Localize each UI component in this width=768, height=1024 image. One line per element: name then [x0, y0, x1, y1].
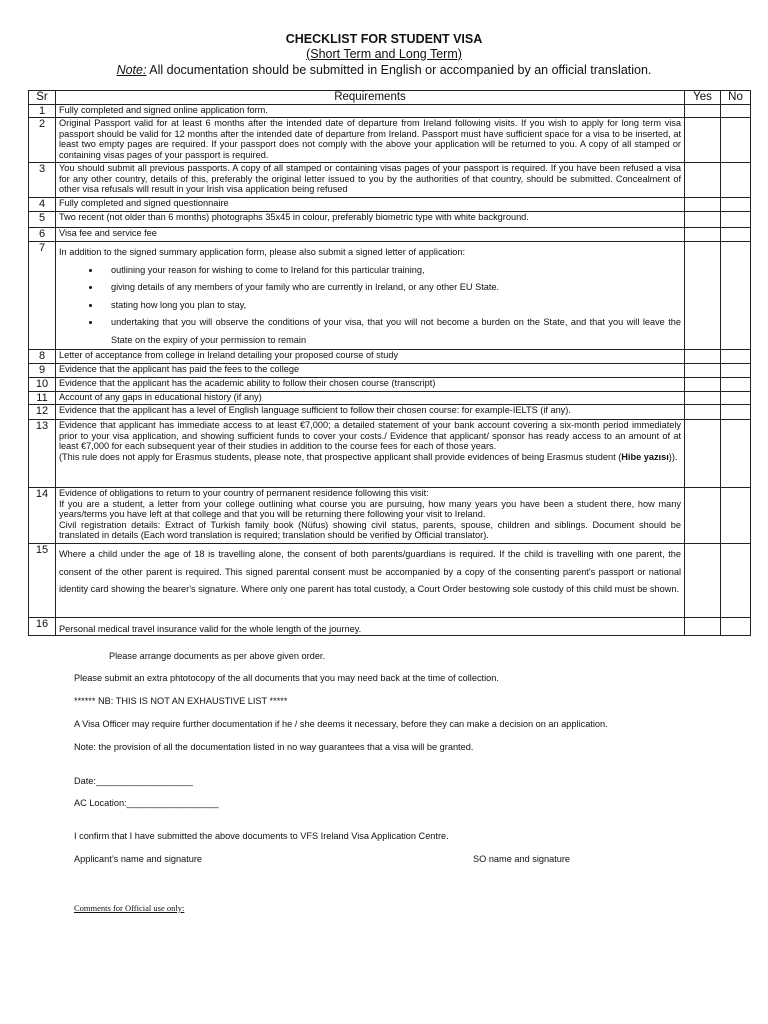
- table-row: [29, 618, 751, 636]
- list-item: • stating how long you plan to stay,: [101, 297, 681, 315]
- yes-checkbox-cell[interactable]: [685, 618, 721, 636]
- applicant-signature-label: Applicant’s name and signature: [74, 854, 203, 864]
- erasmus-text: (This rule does not apply for Erasmus students, please note, that prospective applicant shall provide evidences of being Erasmus student (: [59, 451, 622, 462]
- no-checkbox-cell[interactable]: [721, 618, 751, 636]
- table-header-row: [29, 91, 751, 105]
- erasmus-exception-text: [59, 452, 681, 463]
- row-requirement: [56, 242, 685, 350]
- table-row: [29, 378, 751, 392]
- row-number: 11: [29, 392, 56, 405]
- no-checkbox-cell[interactable]: [721, 405, 751, 420]
- table-row: [29, 228, 751, 242]
- no-checkbox-cell[interactable]: [721, 350, 751, 364]
- table-row: [29, 488, 751, 544]
- table-row: [29, 118, 751, 163]
- row-requirement: Visa fee and service fee: [56, 228, 685, 242]
- arrange-order-text: Please arrange documents as per above given order.: [109, 651, 326, 661]
- so-signature-label: SO name and signature: [473, 854, 571, 864]
- not-exhaustive-text: ****** NB: THIS IS NOT AN EXHAUSTIVE LIST *****: [74, 696, 288, 706]
- civil-registration-text: Civil registration details: Extract of Turkish family book (Nüfus) showing civil status, parents, spouse, children and siblings. Document should be translated in details (Each word translation is required; translation should be verified by Official translator).: [59, 519, 681, 541]
- return-obligation-text: Evidence of obligations to return to your country of permanent residence following this visit:: [59, 488, 429, 498]
- note-text: All documentation should be submitted in English or accompanied by an official translation.: [146, 63, 652, 77]
- hibe-yazisi-text: Hibe yazısı: [621, 451, 669, 462]
- yes-checkbox-cell[interactable]: [685, 378, 721, 392]
- row-number: 9: [29, 364, 56, 378]
- row-requirement: Evidence that the applicant has paid the fees to the college: [56, 364, 685, 378]
- translation-note: [0, 62, 768, 78]
- row-requirement: Fully completed and signed online application form.: [56, 105, 685, 118]
- row-number: 6: [29, 228, 56, 242]
- header-yes: Yes: [685, 91, 721, 105]
- list-item: • giving details of any members of your family who are currently in Ireland, or any other EU State.: [101, 279, 681, 297]
- official-comments-label: Comments for Official use only:: [74, 903, 185, 913]
- row-number: 1: [29, 105, 56, 118]
- row-number: 4: [29, 198, 56, 212]
- yes-checkbox-cell[interactable]: [685, 392, 721, 405]
- no-checkbox-cell[interactable]: [721, 228, 751, 242]
- table-row: [29, 544, 751, 618]
- row-number: 10: [29, 378, 56, 392]
- confirmation-text: I confirm that I have submitted the above documents to VFS Ireland Visa Application Centre.: [74, 831, 449, 841]
- row-requirement: Where a child under the age of 18 is travelling alone, the consent of both parents/guardians is required. If the child is travelling with one parent, the consent of the other parent is required. This signed parental consent must be accompanied by a copy of the consenting parent's passport or national identity card showing the bearer's signature. Where only one parent has total custody, a Court Order bestowing sole custody of this child must be shown.: [56, 544, 685, 618]
- college-letter-text: If you are a student, a letter from your college outlining what course you are pursuing, how many years you have been a student there, how many years/terms you have left at that college and that you will be returning there following your visit to Ireland.: [59, 498, 681, 520]
- note-label: Note:: [116, 63, 147, 77]
- row-requirement: [56, 488, 685, 544]
- no-checkbox-cell[interactable]: [721, 378, 751, 392]
- document-header: [0, 32, 768, 78]
- row-requirement: Personal medical travel insurance valid for the whole length of the journey.: [56, 618, 685, 636]
- no-checkbox-cell[interactable]: [721, 163, 751, 198]
- row-number: 2: [29, 118, 56, 163]
- provision-note-text: Note: the provision of all the documentation listed in no way guarantees that a visa will be granted.: [74, 742, 474, 752]
- row-requirement: Original Passport valid for at least 6 months after the intended date of departure from Ireland following visits. If you wish to apply for long term visa passport should be valid for 12 months after the intended date of departure from Ireland. Passport must have sufficient space for a visa to be inserted, at least two empty pages are required. If your passport does not comply with the above your application will be returned to you. A copy of all stamped or containing visas pages of your passport is required.: [56, 118, 685, 163]
- no-checkbox-cell[interactable]: [721, 420, 751, 488]
- row-number: 8: [29, 350, 56, 364]
- list-item: • outlining your reason for wishing to come to Ireland for this particular training,: [101, 262, 681, 280]
- row-number: 3: [29, 163, 56, 198]
- yes-checkbox-cell[interactable]: [685, 420, 721, 488]
- table-row: [29, 212, 751, 228]
- list-item: • undertaking that you will observe the conditions of your visa, that you will not become a burden on the State, and that you will leave the State on the expiry of your permission to remain: [101, 314, 681, 349]
- header-requirements: Requirements: [56, 91, 685, 105]
- yes-checkbox-cell[interactable]: [685, 488, 721, 544]
- date-field[interactable]: Date:___________________: [74, 776, 194, 786]
- yes-checkbox-cell[interactable]: [685, 105, 721, 118]
- letter-intro: In addition to the signed summary application form, please also submit a signed letter of application:: [59, 247, 466, 257]
- yes-checkbox-cell[interactable]: [685, 364, 721, 378]
- row-number: 5: [29, 212, 56, 228]
- header-sr: Sr: [29, 91, 56, 105]
- row-number: 13: [29, 420, 56, 488]
- letter-bullet-list: [59, 262, 681, 350]
- row-requirement: Evidence that the applicant has a level of English language sufficient to follow their chosen course: for example-IELTS (if any).: [56, 405, 685, 420]
- row-requirement: Fully completed and signed questionnaire: [56, 198, 685, 212]
- no-checkbox-cell[interactable]: [721, 118, 751, 163]
- yes-checkbox-cell[interactable]: [685, 228, 721, 242]
- yes-checkbox-cell[interactable]: [685, 212, 721, 228]
- funds-evidence-text: Evidence that applicant has immediate access to at least €7,000; a detailed statement of your bank account covering a six-month period immediately prior to your visa application, and showing sufficient funds to cover your costs./ Evidence that applicant/ sponsor has ready access to an amount of at least €7,000 for each subsequent year of their studies in addition to the course fees for each of those years.: [59, 420, 681, 452]
- table-row: [29, 198, 751, 212]
- erasmus-text-end: )).: [668, 451, 678, 462]
- row-number: 16: [29, 618, 56, 636]
- table-row: [29, 105, 751, 118]
- document-title: CHECKLIST FOR STUDENT VISA: [285, 32, 483, 46]
- table-row: [29, 405, 751, 420]
- no-checkbox-cell[interactable]: [721, 212, 751, 228]
- table-row: [29, 420, 751, 488]
- row-requirement: Account of any gaps in educational history (if any): [56, 392, 685, 405]
- no-checkbox-cell[interactable]: [721, 488, 751, 544]
- table-row: [29, 242, 751, 350]
- table-row: [29, 350, 751, 364]
- visa-officer-text: A Visa Officer may require further documentation if he / she deems it necessary, before they can make a decision on an application.: [74, 719, 608, 729]
- table-row: [29, 163, 751, 198]
- no-checkbox-cell[interactable]: [721, 544, 751, 618]
- row-requirement: Two recent (not older than 6 months) photographs 35x45 in colour, preferably biometric type with white background.: [56, 212, 685, 228]
- header-no: No: [721, 91, 751, 105]
- requirements-table: [28, 90, 751, 636]
- no-checkbox-cell[interactable]: [721, 105, 751, 118]
- no-checkbox-cell[interactable]: [721, 364, 751, 378]
- table-row: [29, 364, 751, 378]
- no-checkbox-cell[interactable]: [721, 198, 751, 212]
- photocopy-text: Please submit an extra phtotocopy of the all documents that you may need back at the time of collection.: [74, 673, 499, 683]
- yes-checkbox-cell[interactable]: [685, 163, 721, 198]
- no-checkbox-cell[interactable]: [721, 242, 751, 350]
- no-checkbox-cell[interactable]: [721, 392, 751, 405]
- row-requirement: [56, 420, 685, 488]
- ac-location-field[interactable]: AC Location:__________________: [74, 798, 219, 808]
- row-number: 15: [29, 544, 56, 618]
- yes-checkbox-cell[interactable]: [685, 544, 721, 618]
- yes-checkbox-cell[interactable]: [685, 350, 721, 364]
- yes-checkbox-cell[interactable]: [685, 405, 721, 420]
- row-requirement: Letter of acceptance from college in Ireland detailing your proposed course of study: [56, 350, 685, 364]
- yes-checkbox-cell[interactable]: [685, 118, 721, 163]
- yes-checkbox-cell[interactable]: [685, 242, 721, 350]
- table-row: [29, 392, 751, 405]
- row-number: 12: [29, 405, 56, 420]
- row-number: 7: [29, 242, 56, 350]
- row-number: 14: [29, 488, 56, 544]
- yes-checkbox-cell[interactable]: [685, 198, 721, 212]
- document-subtitle: (Short Term and Long Term): [306, 47, 462, 61]
- row-requirement: You should submit all previous passports. A copy of all stamped or containing visas pages of your passport is required. If you have been refused a visa for any other country, details of this, preferably the original letter issued to you by the authorities of that country, should be submitted. Concealment of other visa refusals will result in your Irish visa application being refused: [56, 163, 685, 198]
- row-requirement: Evidence that the applicant has the academic ability to follow their chosen course (transcript): [56, 378, 685, 392]
